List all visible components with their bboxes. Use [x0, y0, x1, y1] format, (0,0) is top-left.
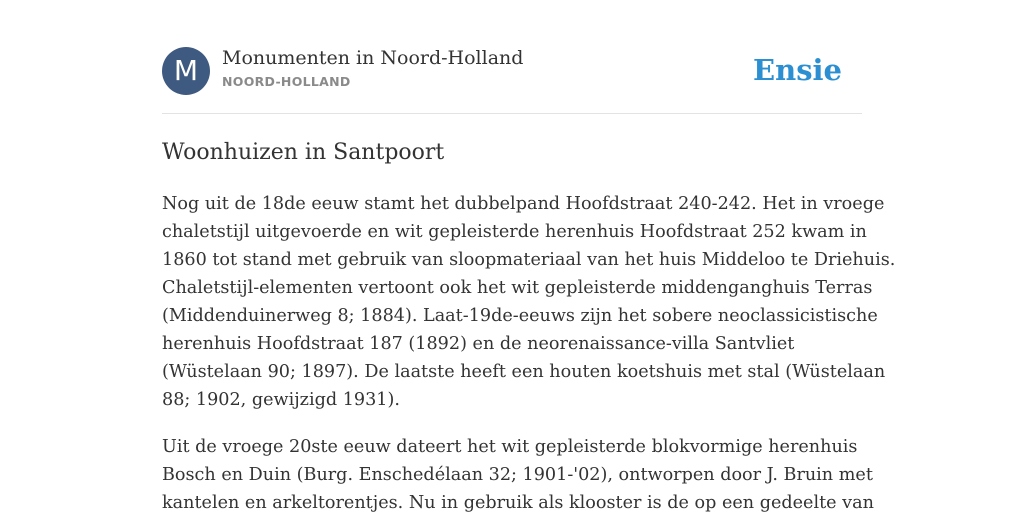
- source-header: [162, 46, 862, 96]
- paragraph-line: Nog uit de 18de eeuw stamt het dubbelpand Hoofdstraat 240-242. Het in vroege: [162, 194, 885, 214]
- paragraph-line: chaletstijl uitgevoerde en wit gepleisterde herenhuis Hoofdstraat 252 kwam in: [162, 222, 867, 242]
- avatar: M: [162, 47, 210, 95]
- source-title[interactable]: Monumenten in Noord-Holland: [222, 47, 524, 69]
- article-title: Woonhuizen in Santpoort: [162, 140, 445, 165]
- paragraph-line: (Middenduinerweg 8; 1884). Laat-19de-eeuws zijn het sobere neoclassicistische: [162, 306, 878, 326]
- brand-logo[interactable]: Ensie: [753, 53, 842, 87]
- paragraph-line: (Wüstelaan 90; 1897). De laatste heeft een houten koetshuis met stal (Wüstelaan: [162, 362, 886, 382]
- paragraph-line: Bosch en Duin (Burg. Enschedélaan 32; 1901-'02), ontworpen door J. Bruin met: [162, 465, 873, 485]
- paragraph-line: kantelen en arkeltorentjes. Nu in gebruik als klooster is de op een gedeelte van: [162, 493, 874, 512]
- paragraph-line: herenhuis Hoofdstraat 187 (1892) en de neorenaissance-villa Santvliet: [162, 334, 795, 354]
- paragraph-line: 88; 1902, gewijzigd 1931).: [162, 390, 400, 410]
- paragraph: [162, 433, 874, 512]
- source-subtitle[interactable]: NOORD-HOLLAND: [222, 74, 351, 89]
- paragraph-line: 1860 tot stand met gebruik van sloopmateriaal van het huis Middeloo te Driehuis.: [162, 250, 896, 270]
- paragraph: [162, 190, 896, 414]
- header-divider: [162, 113, 862, 114]
- paragraph-line: Uit de vroege 20ste eeuw dateert het wit gepleisterde blokvormige herenhuis: [162, 437, 858, 457]
- article-body: [162, 190, 896, 512]
- paragraph-line: Chaletstijl-elementen vertoont ook het wit gepleisterde middenganghuis Terras: [162, 278, 873, 298]
